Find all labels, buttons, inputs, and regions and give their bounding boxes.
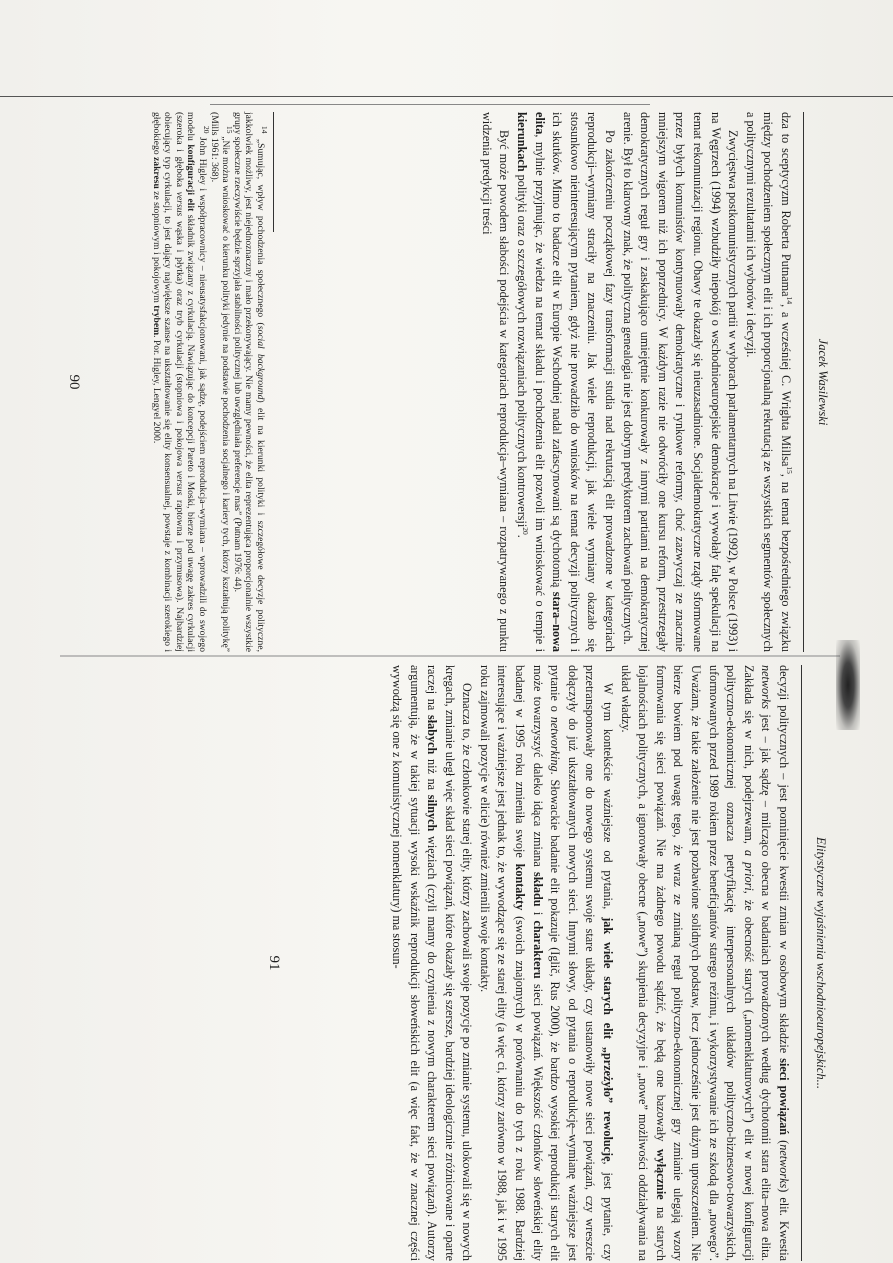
scan-edge-line [0, 96, 893, 97]
paragraph: W tym kontekście ważniejsze od pytania, jak wiele starych elit „przeżyło” rewolucję, jest pytanie, czy przetransponowały one do nowego systemu swoje stare układy, czy ustanowiły nowe sieci powiązań, czy wreszcie dołączyły do już ukształtowanych nowych sieci. Innymi słowy, od pytania o reprodukcję–wymianę ważniejsze jest pytanie o networking. Słowackie badanie elit pokazuje (Iglič, Rus 2000), że bardzo wysokiej reprodukcji starych elit może towarzyszyć daleko idąca zmiana składu i charakteru sieci powiązań. Większość członków słoweńskiej elity badanej w 1995 roku zmieniła swoje kontakty (swoich znajomych) w porównaniu do tych z roku 1988. Bardziej interesujące i ważniejsze jest jednak to, że wywodzące się ze starej elity (a więc ci, którzy zarówno w 1988, jak i w 1995 roku zajmowali pozycje w elicie) również zmienili swoje kontakty. [477, 665, 616, 1262]
footnote-14: $^{14}$ „Sumując, wpływ pochodzenia społecznego (social background) elit na kierunki polityki i szczegółowe decyzje polityczne, jakkolwiek możliwy, jest niejednoznaczny i mało przekonywający. Nie mamy pewności, że elita reprezentująca proporcjonalnie wszystkie grupy społeczne rzeczywiście będzie sprzyjała stabilności politycznej lub uwzględniała preferencje mas” (Putnam 1976: 44). [231, 112, 270, 652]
book-gutter [60, 655, 840, 657]
paragraph: Być może powodem słabości podejścia w kategoriach reprodukcja–wymiana – rozpatrywanego z punktu widzenia predykcji treści [479, 112, 512, 652]
footnote-rule [273, 112, 274, 232]
running-head-title: Elitystyczne wyjaśnienia wschodnioeuropejskich... [814, 837, 828, 1089]
running-head-author: Jacek Wasilewski [816, 338, 830, 426]
paragraph: dza to sceptycyzm Roberta Putnama$^{14}$, a wcześniej C. Wrighta Millsa$^{15}$, na temat bezpośredniego związku między pochodzeniem społecznym elit i ich proporcjonalną rekrutacją ze wszystkich segmentów społecznych a politycznymi rezultatami ich wyborów i decyzji. [743, 112, 795, 652]
body-text [477, 112, 794, 652]
footnotes [150, 112, 270, 652]
page-90 [60, 112, 830, 652]
paragraph: decyzji politycznych – jest pominięcie kwestii zmian w osobowym składzie sieci powiązań (networks) elit. Kwestia networks jest – jak sądzę – milcząco obecna w badaniach prowadzonych według dychotomii stara elita–nowa elita. Zakłada się w nich, podejrzewam, a priori, że obecność starych („nomenklaturowych”) elit w nowej konfiguracji polityczno-ekonomicznej oznacza petryfikację interpersonalnych układów polityczno-biznesowo-towarzyskich, uformowanych przed 1989 rokiem przez beneficjantów starego reżimu, i wykorzystywanie ich ze szkodą dla „nowego”. Uważam, że takie założenie nie jest pozbawione solidnych podstaw, lecz jednocześnie jest dużym uproszczeniem. Nie bierze bowiem pod uwagę tego, że wraz ze zmianą reguł polityczno-ekonomicznej gry zmianie ulegają wzory formowania się sieci powiązań. Nie ma żadnego powodu sądzić, że będą one bazowały wyłącznie na starych lojalnościach politycznych, a ignorowały obecne („nowe”) skupienia decyzyjne i „nowe” możliwości oddziaływania na układ władzy. [618, 665, 791, 1262]
body-text [387, 665, 792, 1261]
paragraph: Po zakończeniu początkowej fazy transformacji studia nad rekrutacją elit prowadzone w kategoriach reprodukcji–wymiany straciły na znaczeniu. Jak wiele reprodukcji, jak wiele wymiany okazało się stosunkowo nieinteresującym pytaniem, gdyż nie prowadziło do wniosków na temat decyzji politycznych i ich skutków. Mimo to badacze elit w Europie Wschodniej nadal zafascynowani są dychotomią stara–nowa elita, mylnie przyjmując, że wiedza na temat składu i pochodzenia elit pozwoli im wnioskować o tempie i kierunkach polityki oraz o szczegółowych rozwiązaniach politycznych kontrowersji$^{20}$. [515, 112, 618, 652]
footnote-20: $^{20}$ John Higley i współpracownicy – nieusatysfakcjonowani, jak sądzę, podejściem reprodukcja–wymiana – wprowadzili do swojego modelu konfiguracji elit składnik związany z cyrkulacją. Nawiązując do koncepcji Pareto i Moski, bierze pod uwagę zakres cyrkulacji (szeroka i głęboka versus wąska i płytka) oraz tryb cyrkulacji (stopniowa i pokojowa versus raptowna i przymusowa). Najbardziej obiecujący typ cyrkulacji, to jest dający największe szanse na ukształtowanie się elity konsensualnej, powstaje z kombinacji szerokiego i głębokiego zakresu ze stopniowym i pokojowym trybem. Por. Higley, Lengyel 2000. [150, 112, 212, 652]
footnote-15: $^{15}$ „Nie można wnioskować o kierunku polityki jedynie na podstawie pochodzenia socjalnego i kariery tych, którzy kształtują politykę” (Mills 1961: 368). [208, 112, 235, 652]
header-rule [801, 665, 802, 1261]
scan-edge-line-2 [210, 104, 650, 105]
page-number: 90 [66, 374, 82, 390]
page-91 [258, 665, 828, 1261]
paragraph: Oznacza to, że członkowie starej elity, którzy zachowali swoje pozycje po zmianie systemu, ulokowali się w nowych kręgach, zmianie uległ więc skład sieci powiązań, które okazały się szersze, bardziej ideologicznie zróżnicowane i oparte raczej na słabych niż na silnych więziach (czyli mamy do czynienia z nowym charakterem sieci powiązań). Autorzy argumentują, że w takiej sytuacji wysoki wskaźnik reprodukcji słoweńskich elit (a więc fakt, że w znacznej części wywodzą się one z komunistycznej nomenklatury) ma stosun- [389, 665, 475, 1261]
spine-shadow [836, 640, 860, 730]
page-number: 91 [266, 955, 282, 971]
header-rule [803, 112, 804, 652]
paragraph: Zwycięstwa postkomunistycznych partii w wyborach parlamentarnych na Litwie (1992), w Polsce (1993) i na Węgrzech (1994) wzbudziły niepokój o wschodnioeuropejskie demokracje i wywołały falę spekulacji na temat rekomunizacji regionu. Obawy te okazały się nieuzasadnione. Socjaldemokratyczne rządy sformowane przez byłych komunistów kontynuowały demokratyczne i rynkowe reformy, choć zazwyczaj ze znacznie mniejszym wigorem niż ich poprzednicy. W każdym razie nie odwróciły one kursu reform, przestrzegały demokratycznych reguł gry i zaskakująco umiejętnie konkurowały z innymi partiami na demokratycznej arenie. Był to klarowny znak, że polityczna genealogia nie jest dobrym predyktorem zachowań politycznych. [620, 112, 741, 652]
